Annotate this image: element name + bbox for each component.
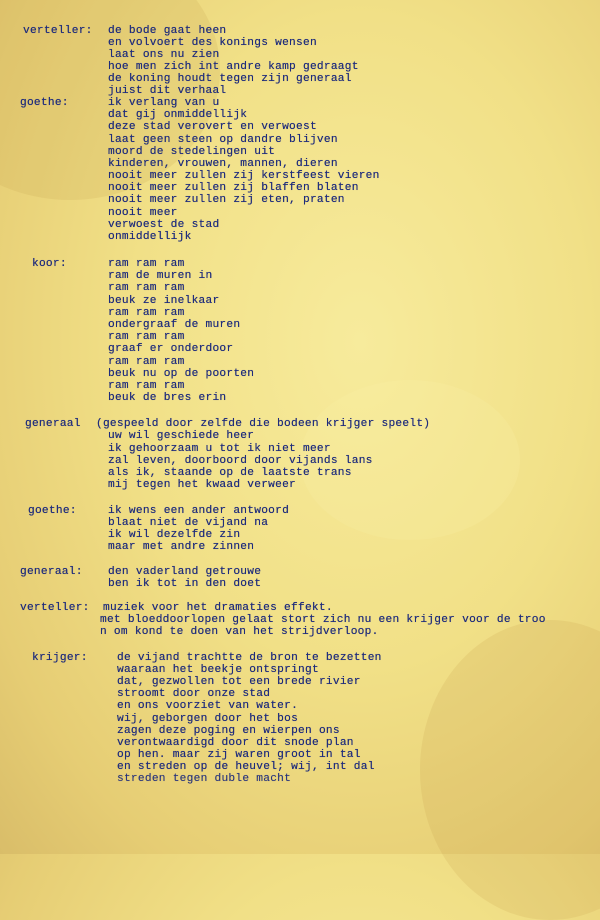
- koor-line-4: beuk ze inelkaar: [108, 295, 220, 307]
- verteller-line-2: en volvoert des konings wensen: [108, 37, 317, 49]
- goethe2-line-2: blaat niet de vijand na: [108, 517, 269, 529]
- koor-line-9: ram ram ram: [108, 356, 185, 368]
- krijger-line-1: de vijand trachtte de bron te bezetten: [117, 652, 382, 664]
- koor-line-10: beuk nu op de poorten: [108, 368, 255, 380]
- krijger-line-8: verontwaardigd door dit snode plan: [117, 737, 354, 749]
- speaker-goethe-1: goethe:: [20, 97, 69, 109]
- generaal2-line-1: den vaderland getrouwe: [108, 566, 262, 578]
- krijger-line-10: en streden op de heuvel; wij, int dal: [117, 761, 375, 773]
- generaal2-line-2: ben ik tot in den doet: [108, 578, 262, 590]
- krijger-line-2: waaraan het beekje ontspringt: [117, 664, 319, 676]
- krijger-line-6: wij, geborgen door het bos: [117, 713, 299, 725]
- goethe-line-10: nooit meer: [108, 207, 178, 219]
- krijger-line-11: streden tegen duble macht: [117, 773, 292, 785]
- verteller-line-6: juist dit verhaal: [108, 85, 227, 97]
- goethe2-line-4: maar met andre zinnen: [108, 541, 255, 553]
- generaal-line-2: ik gehoorzaam u tot ik niet meer: [108, 443, 331, 455]
- goethe-line-9: nooit meer zullen zij eten, praten: [108, 194, 345, 206]
- goethe2-line-1: ik wens een ander antwoord: [108, 505, 290, 517]
- goethe-line-7: nooit meer zullen zij kerstfeest vieren: [108, 170, 380, 182]
- koor-line-7: ram ram ram: [108, 331, 185, 343]
- koor-line-8: graaf er onderdoor: [108, 343, 234, 355]
- koor-line-2: ram de muren in: [108, 270, 213, 282]
- goethe-line-6: kinderen, vrouwen, mannen, dieren: [108, 158, 338, 170]
- koor-line-6: ondergraaf de muren: [108, 319, 241, 331]
- krijger-line-7: zagen deze poging en wierpen ons: [117, 725, 340, 737]
- generaal-line-5: mij tegen het kwaad verweer: [108, 479, 297, 491]
- goethe-line-2: dat gij onmiddellijk: [108, 109, 248, 121]
- koor-line-5: ram ram ram: [108, 307, 185, 319]
- speaker-verteller-1: verteller:: [23, 25, 93, 37]
- koor-line-12: beuk de bres erin: [108, 392, 227, 404]
- goethe2-line-3: ik wil dezelfde zin: [108, 529, 241, 541]
- verteller-line-5: de koning houdt tegen zijn generaal: [108, 73, 352, 85]
- koor-line-11: ram ram ram: [108, 380, 185, 392]
- krijger-line-4: stroomt door onze stad: [117, 688, 271, 700]
- speaker-goethe-2: goethe:: [28, 505, 77, 517]
- goethe-line-12: onmiddellijk: [108, 231, 192, 243]
- speaker-generaal-2: generaal:: [20, 566, 83, 578]
- goethe-line-8: nooit meer zullen zij blaffen blaten: [108, 182, 359, 194]
- verteller2-line-1: muziek voor het dramaties effekt.: [103, 602, 333, 614]
- speaker-generaal-1: generaal: [25, 418, 81, 430]
- krijger-line-3: dat, gezwollen tot een brede rivier: [117, 676, 361, 688]
- verteller-line-1: de bode gaat heen: [108, 25, 227, 37]
- koor-line-3: ram ram ram: [108, 282, 185, 294]
- verteller2-line-3: n om kond te doen van het strijdverloop.: [100, 626, 379, 638]
- goethe-line-4: laat geen steen op dandre blijven: [108, 134, 338, 146]
- generaal-stage-note: (gespeeld door zelfde die bodeen krijger speelt): [96, 418, 431, 430]
- speaker-krijger: krijger:: [32, 652, 88, 664]
- verteller-line-4: hoe men zich int andre kamp gedraagt: [108, 61, 359, 73]
- koor-line-1: ram ram ram: [108, 258, 185, 270]
- goethe-line-1: ik verlang van u: [108, 97, 220, 109]
- krijger-line-5: en ons voorziet van water.: [117, 700, 299, 712]
- goethe-line-3: deze stad verovert en verwoest: [108, 121, 317, 133]
- krijger-line-9: op hen. maar zij waren groot in tal: [117, 749, 361, 761]
- speaker-verteller-2: verteller:: [20, 602, 90, 614]
- speaker-koor: koor:: [32, 258, 67, 270]
- verteller-line-3: laat ons nu zien: [108, 49, 220, 61]
- generaal-line-1: uw wil geschiede heer: [108, 430, 255, 442]
- goethe-line-5: moord de stedelingen uit: [108, 146, 276, 158]
- generaal-line-4: als ik, staande op de laatste trans: [108, 467, 352, 479]
- goethe-line-11: verwoest de stad: [108, 219, 220, 231]
- generaal-line-3: zal leven, doorboord door vijands lans: [108, 455, 373, 467]
- verteller2-line-2: met bloeddoorlopen gelaat stort zich nu een krijger voor de troo: [100, 614, 546, 626]
